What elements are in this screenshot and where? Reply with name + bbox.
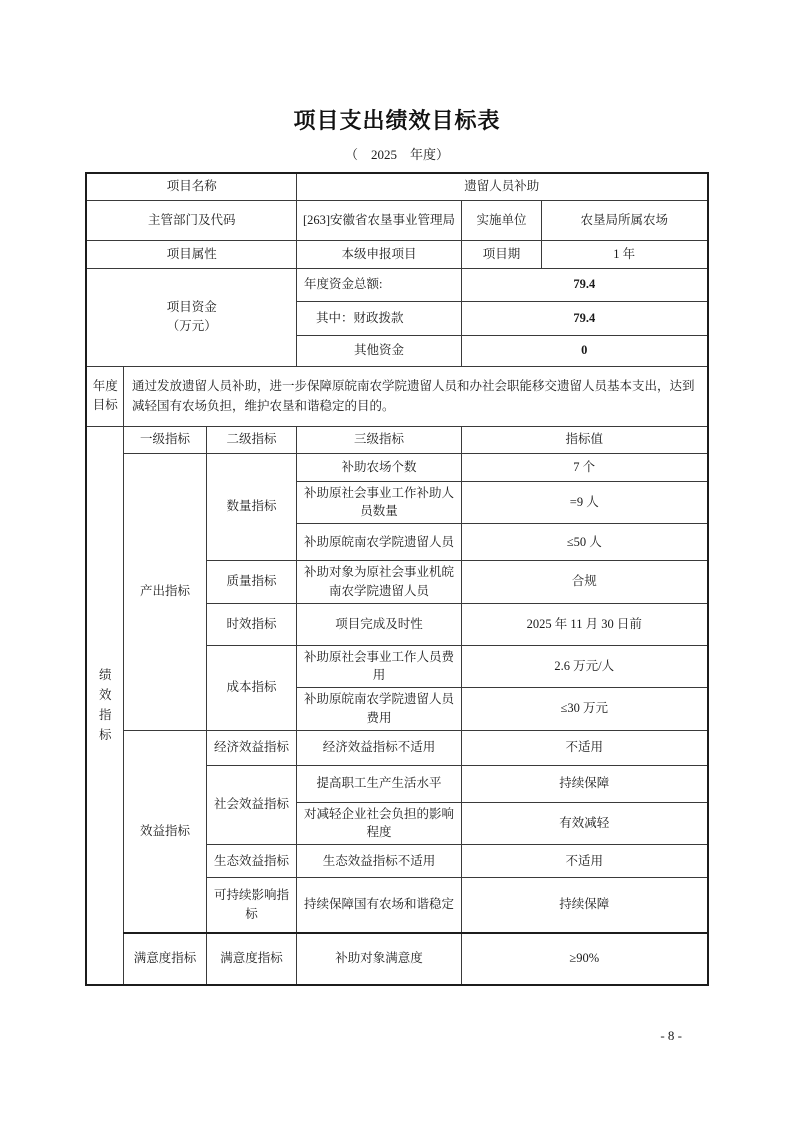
indicator-name: 经济效益指标不适用 xyxy=(296,730,461,765)
indicator-value: 持续保障 xyxy=(461,878,707,933)
level1-benefit: 效益指标 xyxy=(123,730,206,933)
level2-timeliness: 时效指标 xyxy=(206,603,296,645)
indicator-value: =9 人 xyxy=(461,481,707,524)
level2-economic: 经济效益指标 xyxy=(206,730,296,765)
indicator-name: 补助原皖南农学院遗留人员 xyxy=(296,524,461,561)
funding-fiscal-label: 其中：财政拨款 xyxy=(296,301,461,335)
indicator-name: 补助对象为原社会事业机皖南农学院遗留人员 xyxy=(296,561,461,604)
indicator-value: 合规 xyxy=(461,561,707,604)
level2-quality: 质量指标 xyxy=(206,561,296,604)
indicator-value: 不适用 xyxy=(461,845,707,878)
header-level3: 三级指标 xyxy=(296,426,461,453)
project-name-value: 遗留人员补助 xyxy=(296,173,707,200)
indicator-name: 补助农场个数 xyxy=(296,453,461,481)
level2-cost: 成本指标 xyxy=(206,645,296,730)
page-number: - 8 - xyxy=(660,1028,682,1043)
level1-output: 产出指标 xyxy=(123,453,206,730)
level1-satisfaction: 满意度指标 xyxy=(123,933,206,985)
attribute-value: 本级申报项目 xyxy=(296,240,461,268)
indicator-value: 2.6 万元/人 xyxy=(461,645,707,688)
funding-total-value: 79.4 xyxy=(461,268,707,301)
annual-goal-label: 年度目标 xyxy=(86,366,123,426)
funding-other-value: 0 xyxy=(461,335,707,366)
indicator-value: 有效减轻 xyxy=(461,802,707,845)
page-subtitle: （ 2025 年度） xyxy=(344,147,449,162)
indicator-name: 补助原社会事业工作人员费用 xyxy=(296,645,461,688)
department-value: [263]安徽省农垦事业管理局 xyxy=(296,200,461,240)
period-label: 项目期 xyxy=(461,240,541,268)
header-level2: 二级指标 xyxy=(206,426,296,453)
funding-total-label: 年度资金总额: xyxy=(296,268,461,301)
level2-ecological: 生态效益指标 xyxy=(206,845,296,878)
perf-indicator-side-label: 绩效指标 xyxy=(86,426,123,985)
indicator-value: ≤50 人 xyxy=(461,524,707,561)
indicator-value: 持续保障 xyxy=(461,765,707,802)
indicator-value: ≥90% xyxy=(461,933,707,985)
indicator-value: 7 个 xyxy=(461,453,707,481)
indicator-name: 提高职工生产生活水平 xyxy=(296,765,461,802)
impl-unit-value: 农垦局所属农场 xyxy=(541,200,707,240)
indicator-value: 2025 年 11 月 30 日前 xyxy=(461,603,707,645)
impl-unit-label: 实施单位 xyxy=(461,200,541,240)
funding-label-line2: （万元） xyxy=(166,319,217,333)
level2-social: 社会效益指标 xyxy=(206,765,296,845)
level2-sustainable: 可持续影响指标 xyxy=(206,878,296,933)
period-value: 1 年 xyxy=(541,240,707,268)
page-title: 项目支出绩效目标表 xyxy=(293,108,501,133)
indicator-name: 补助原皖南农学院遗留人员费用 xyxy=(296,688,461,731)
indicator-name: 生态效益指标不适用 xyxy=(296,845,461,878)
annual-goal-text: 通过发放遗留人员补助，进一步保障原皖南农学院遗留人员和办社会职能移交遗留人员基本支出，达到减轻国有农场负担，维护农垦和谐稳定的目的。 xyxy=(123,366,707,426)
attribute-label: 项目属性 xyxy=(86,240,296,268)
indicator-value: 不适用 xyxy=(461,730,707,765)
level2-satisfaction: 满意度指标 xyxy=(206,933,296,985)
funding-other-label: 其他资金 xyxy=(296,335,461,366)
project-name-label: 项目名称 xyxy=(86,173,296,200)
header-level1: 一级指标 xyxy=(123,426,206,453)
indicator-value: ≤30 万元 xyxy=(461,688,707,731)
performance-target-table xyxy=(85,172,708,986)
indicator-name: 项目完成及时性 xyxy=(296,603,461,645)
indicator-name: 对减轻企业社会负担的影响程度 xyxy=(296,802,461,845)
indicator-name: 补助对象满意度 xyxy=(296,933,461,985)
funding-fiscal-value: 79.4 xyxy=(461,301,707,335)
level2-quantity: 数量指标 xyxy=(206,453,296,561)
indicator-name: 持续保障国有农场和谐稳定 xyxy=(296,878,461,933)
funding-label-line1: 项目资金 xyxy=(166,300,217,315)
header-value: 指标值 xyxy=(461,426,707,453)
department-label: 主管部门及代码 xyxy=(86,200,296,240)
funding-label xyxy=(86,268,296,366)
indicator-name: 补助原社会事业工作补助人员数量 xyxy=(296,481,461,524)
